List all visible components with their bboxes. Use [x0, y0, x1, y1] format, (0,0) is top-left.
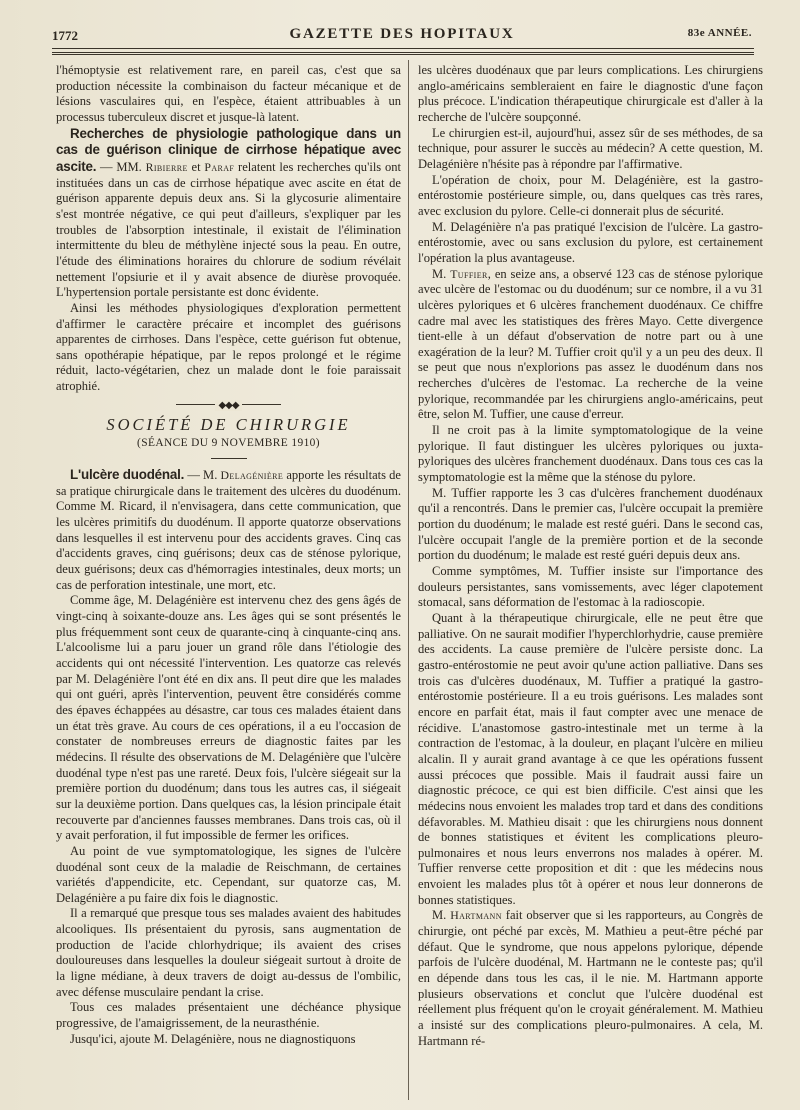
short-rule [211, 458, 247, 459]
section-ornament: ◆◆◆ [56, 397, 401, 411]
author-name: Tuffier [450, 266, 488, 281]
paragraph: Comme symptômes, M. Tuffier insiste sur l'importance des douleurs persistantes, sans vomissements, avec léger clapotement stomacal, sans déformation de l'estomac à la radioscopie. [418, 564, 763, 610]
paragraph: l'hémoptysie est relativement rare, en pareil cas, c'est que sa production nécessite la combinaison du facteur mécanique et de lésions vasculaires qui, en l'espèce, étaient attribuables à un processus tuberculeux discret et jusque-là latent. [56, 63, 401, 124]
paragraph: Comme âge, M. Delagénière est intervenu chez des gens âgés de vingt-cinq à soixante-douze ans. Les âges qui se sont présentés le plus fréquemment sont ceux de quarante-cinq à cinquante-cinq ans. L'alcoolisme lui a paru jouer un grand rôle dans l'étiologie des accidents qui ont nécessité l'intervention. Les quatorze cas relevés par M. Delagénière l'ont été en dix ans. Il peut dire que les malades qui ont guéri, après l'intervention, peuvent être considérés comme des épaves échappées au désastre, car tous ces malades étaient dans un état très grave. Au cours de ces opérations, il a eu l'occasion de constater de nombreuses erreurs de diagnostic faites par les médecins. Il résulte des observations de M. Delagénière que l'ulcère duodénal type n'est pas une rareté. Deux fois, l'ulcère siégeait sur la première portion du duodénum; dans tous les autres cas, il siégeait sur la deuxième portion. Dans quelques cas, la lésion principale était recouverte par d'anciennes fausses membranes. Dans trois cas, où il y avait perforation, il fut impossible de fermer les orifices. [56, 593, 401, 843]
society-title: SOCIÉTÉ DE CHIRURGIE [106, 414, 351, 434]
paragraph: Quant à la thérapeutique chirurgicale, elle ne peut être que palliative. On ne saurait modifier l'hyperchlorhydrie, cause première des accidents. La cause première de l'ulcère persiste donc. La gastro-entérostomie ne peut avoir qu'une action palliative. Dans ses trois cas d'ulcères duodénaux, M. Tuffier a pratiqué la gastro-entérostomie postérieure. Il a eu trois guérisons. Les malades sont encore en parfait état, mais il faut compter avec une menace de récidive. L'anastomose gastro-intestinale met un terme à la contraction de l'estomac, à la douleur, en plaçant l'ulcère en milieu alcalin. Il y aurait grand avantage à ce que les opérations fussent aussi précoces que possible. Mais il faudrait aussi faire un diagnostic précoce, ce qui est bien difficile. C'est ainsi que les médecins nous envoient les malades trop tard et dans des conditions défavorables. M. Mathieu disait : que les chirurgiens nous donnent de bonnes statistiques et évitent les complications pleuro-pulmonaires et nous leurs enverrons nos malades à opérer. M. Tuffier renverse cette proposition et dit : que les médecins nous envoient les malades plus tôt à opérer et nous leur donnerons de bonnes statistiques. [418, 610, 763, 907]
paragraph: L'opération de choix, pour M. Delagénière, est la gastro-entérostomie postérieure simple, ou, dans quelques cas très rares, avec exclusion du pylore. Celle-ci donnerait plus de sécurité. [418, 172, 763, 218]
author-name: Paraf [204, 159, 235, 174]
journal-title: GAZETTE DES HOPITAUX [289, 26, 515, 42]
paragraph: M. Hartmann fait observer que si les rapporteurs, au Congrès de chirurgie, ont péché par excès, M. Mathieu a peut-être péché par défaut. Que le syndrome, que nous appelons pylorique, dépende parfois de l'ulcère duodénal, M. Hartmann ne le conteste pas; qu'il en dépende dans tous les cas, il le nie. M. Hartmann apporte plusieurs observations et conclut que l'ulcère duodénal est réellement plus fréquent qu'on le croyait généralement. M. Mathieu a insisté sur des complications pleuro-pulmonaires. A cela, M. Hartmann ré- [418, 908, 763, 1048]
right-column [418, 63, 763, 1103]
paragraph: Il a remarqué que presque tous ses malades avaient des habitudes alcooliques. Ils présentaient du pyrosis, sans augmentation de production de l'acide chlorhydrique; ils avaient des crises douloureuses dans lesquelles la douleur siégeait surtout à droite de la ligne médiane, à deux travers de doigt au-dessus de l'ombilic, avec défense musculaire pendant la crise. [56, 906, 401, 999]
paragraph: M. Delagénière n'a pas pratiqué l'excision de l'ulcère. La gastro-entérostomie, avec ou sans exclusion du pylore, est certainement l'opération la plus avantageuse. [418, 219, 763, 265]
author-name: Ribierre [145, 159, 188, 174]
left-column [56, 63, 401, 1103]
paragraph: Ainsi les méthodes physiologiques d'exploration permettent d'affirmer le caractère précaire et incomplet des guérisons apparentes de cirrhoses. Dans l'espèce, cette guérison fut obtenue, sans opothérapie hépatique, par le repos prolongé et le régime réduit, lacto-végétarien, chez un malade dont le foie paraissait atrophié. [56, 300, 401, 394]
section-heading-cirrhose: Recherches de physiologie pathologique dans un cas de guérison clinique de cirrhose hépatique avec ascite. [56, 125, 401, 174]
session-date: (SÉANCE DU 9 NOVEMBRE 1910) [137, 437, 320, 450]
paragraph: M. Tuffier, en seize ans, a observé 123 cas de sténose pylorique avec ulcère de l'estomac ou du duodénum; sur ce nombre, il a vu 31 ulcères pyloriques et 6 ulcères franchement duodénaux. Ce chiffre cadre mal avec les statistiques des frères Mayo. Cette divergence tient-elle à un défaut d'observation de notre part ou à une exagération de la leur? M. Tuffier croit qu'il y a un peu des deux. Il se peut que nous n'explorions pas assez le duodénum dans nos recherches d'ulcères de l'estomac. La recherche de la veine pylorique, recommandée par les chirurgiens anglo-américains, peut être, selon M. Tuffier, une cause d'erreur. [418, 266, 763, 422]
paragraph: Le chirurgien est-il, aujourd'hui, assez sûr de ses méthodes, de sa technique, pour assurer le succès au médecin? A cette question, M. Delagénière n'hésite pas à répondre par l'affirmative. [418, 125, 763, 171]
paragraph: Au point de vue symptomatologique, les signes de l'ulcère duodénal sont ceux de la maladie de Reischmann, de certaines variétés d'appendicite, etc. Cependant, sur quatorze cas, M. Delagénière a pu faire dix fois le diagnostic. [56, 843, 401, 905]
header-rule-double-bottom [52, 54, 754, 55]
paragraph: Jusqu'ici, ajoute M. Delagénière, nous ne diagnostiquons [70, 1031, 356, 1046]
paragraph: M. Tuffier rapporte les 3 cas d'ulcères franchement duodénaux qu'il a rencontrés. Dans le premier cas, l'ulcère occupait la première portion du duodénum; le malade est resté guéri. Dans le second cas, l'ulcère occupait l'angle de la première portion et de la seconde portion du duodénum; le malade est resté guéri depuis deux ans. [418, 485, 763, 563]
section-paragraph-ulcere: L'ulcère duodénal. — M. Delagénière apporte les résultats de sa pratique chirurgicale dans le traitement des ulcères du duodénum. Comme M. Ricard, il n'envisagera, dans cette communication, que les ulcères primitifs du duodénum. Il apporte quatorze observations dans lesquelles il est intervenu pour des accidents graves. Cinq cas d'accidents graves, cinq guérisons; deux cas de sténose pylorique, deux guérisons; deux cas d'hémorragies intestinales, deux morts; un cas de perforation intestinale, une mort, etc. [56, 467, 401, 592]
author-name: Hartmann [450, 908, 502, 923]
page-header [52, 26, 752, 46]
paragraph: Il ne croit pas à la limite symptomatologique de la veine pylorique. Il faut distinguer les ulcères pyloriques ou juxta-pyloriques des ulcères franchement duodénaux. Dans tous ces cas la symptomatologie est la même que la sténose du pylore. [418, 423, 763, 485]
author-name: Delagénière [220, 468, 284, 483]
section-heading-ulcere: L'ulcère duodénal. [70, 467, 185, 483]
header-rule [52, 48, 754, 49]
year-label: 83e ANNÉE. [687, 27, 752, 39]
column-divider [408, 60, 409, 1100]
section-paragraph-cirrhose: Recherches de physiologie pathologique dans un cas de guérison clinique de cirrhose hépatique avec ascite. — MM. Ribierre et Paraf relatent les recherches qu'ils ont instituées dans un cas de cirrhose hépatique avec ascite en état de guérison apparente depuis deux ans. Si la glycosurie alimentaire s'est montrée négative, ce qui peut d'ailleurs, s'expliquer par les troubles de l'absorption intestinale, il existait de l'élimination intermittente du bleu de méthylène injecté sous la peau. En outre, l'étude des éliminations horaires du chlorure de sodium révélait nettement l'opsiurie et il y avait absence de diurèse provoquée. L'hypertension portale persistante est donc évidente. [56, 125, 401, 300]
header-rule-double-top [52, 52, 754, 53]
paragraph: Tous ces malades présentaient une déchéance physique progressive, de l'amaigrissement, de la neurasthénie. [56, 1000, 401, 1031]
paragraph: les ulcères duodénaux que par leurs complications. Les chirurgiens anglo-américains sembleraient en faire le diagnostic d'une façon plus précoce. L'indication thérapeutique chirurgicale est d'aller à la recherche de l'ulcère soupçonné. [418, 63, 763, 124]
page-number: 1772 [52, 28, 78, 43]
